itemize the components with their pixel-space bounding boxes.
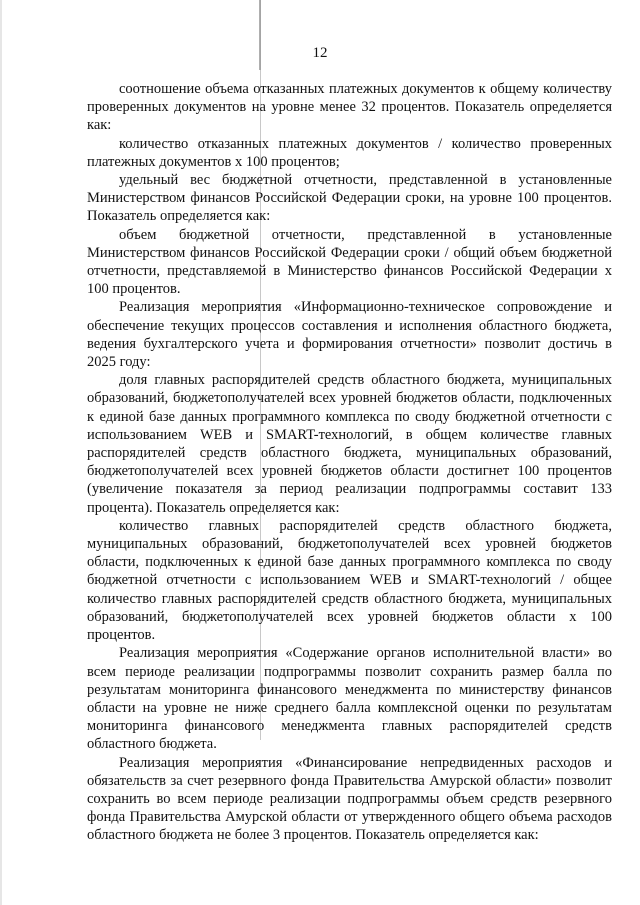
paragraph-7: количество главных распорядителей средств областного бюджета, муниципальных образований, бюджетополучателей всех уровней бюджетов области, подключенных к единой базе данных программного комплекса по своду бюджетной отчетности с использованием WEB и SMART-технологий / общее количество главных распорядителей средств областного бюджета, муниципальных образований, бюджетополучателей всех уровней бюджетов области х 100 процентов.	[87, 517, 612, 644]
paragraph-5: Реализация мероприятия «Информационно-техническое сопровождение и обеспечение текущих процессов составления и исполнения областного бюджета, ведения бухгалтерского учета и формирования отчетности» позволит достичь в 2025 году:	[87, 299, 612, 371]
page-number: 12	[312, 45, 328, 61]
paragraph-1: соотношение объема отказанных платежных документов к общему количеству проверенных документов на уровне менее 32 процентов. Показатель определяется как:	[87, 81, 612, 134]
paragraph-3: удельный вес бюджетной отчетности, представленной в установленные Министерством финансов Российской Федерации сроки, на уровне 100 процентов. Показатель определяется как:	[87, 172, 612, 225]
paragraph-4: объем бюджетной отчетности, представленной в установленные Министерством финансов Российской Федерации сроки / общий объем бюджетной отчетности, представляемой в Министерство финансов Российской Федерации х 100 процентов.	[87, 226, 612, 298]
document-body	[87, 80, 612, 845]
scan-edge	[0, 0, 2, 905]
paragraph-2: количество отказанных платежных документов / количество проверенных платежных документов х 100 процентов;	[87, 135, 612, 170]
paragraph-6: доля главных распорядителей средств областного бюджета, муниципальных образований, бюджетополучателей всех уровней бюджетов области, подключенных к единой базе данных программного комплекса по своду бюджетной отчетности с использованием WEB и SMART-технологий, в общем количестве главных распорядителей средств областного бюджета, муниципальных образований, бюджетополучателей всех уровней бюджетов области достигнет 100 процентов (увеличение показателя за период реализации подпрограммы составит 133 процента). Показатель определяется как:	[87, 372, 612, 516]
paragraph-9: Реализация мероприятия «Финансирование непредвиденных расходов и обязательств за счет резервного фонда Правительства Амурской области» позволит сохранить во всем периоде реализации подпрограммы объем средств резервного фонда Правительства Амурской области от утвержденного общего объема расходов областного бюджета не более 3 процентов. Показатель определяется как:	[87, 754, 612, 844]
paragraph-8: Реализация мероприятия «Содержание органов исполнительной власти» во всем периоде реализации подпрограммы позволит сохранить размер балла по результатам мониторинга финансового менеджмента по министерству финансов области на уровне не ниже среднего балла комплексной оценки по результатам мониторинга финансового менеджмента главных распорядителей средств областного бюджета.	[87, 645, 612, 753]
